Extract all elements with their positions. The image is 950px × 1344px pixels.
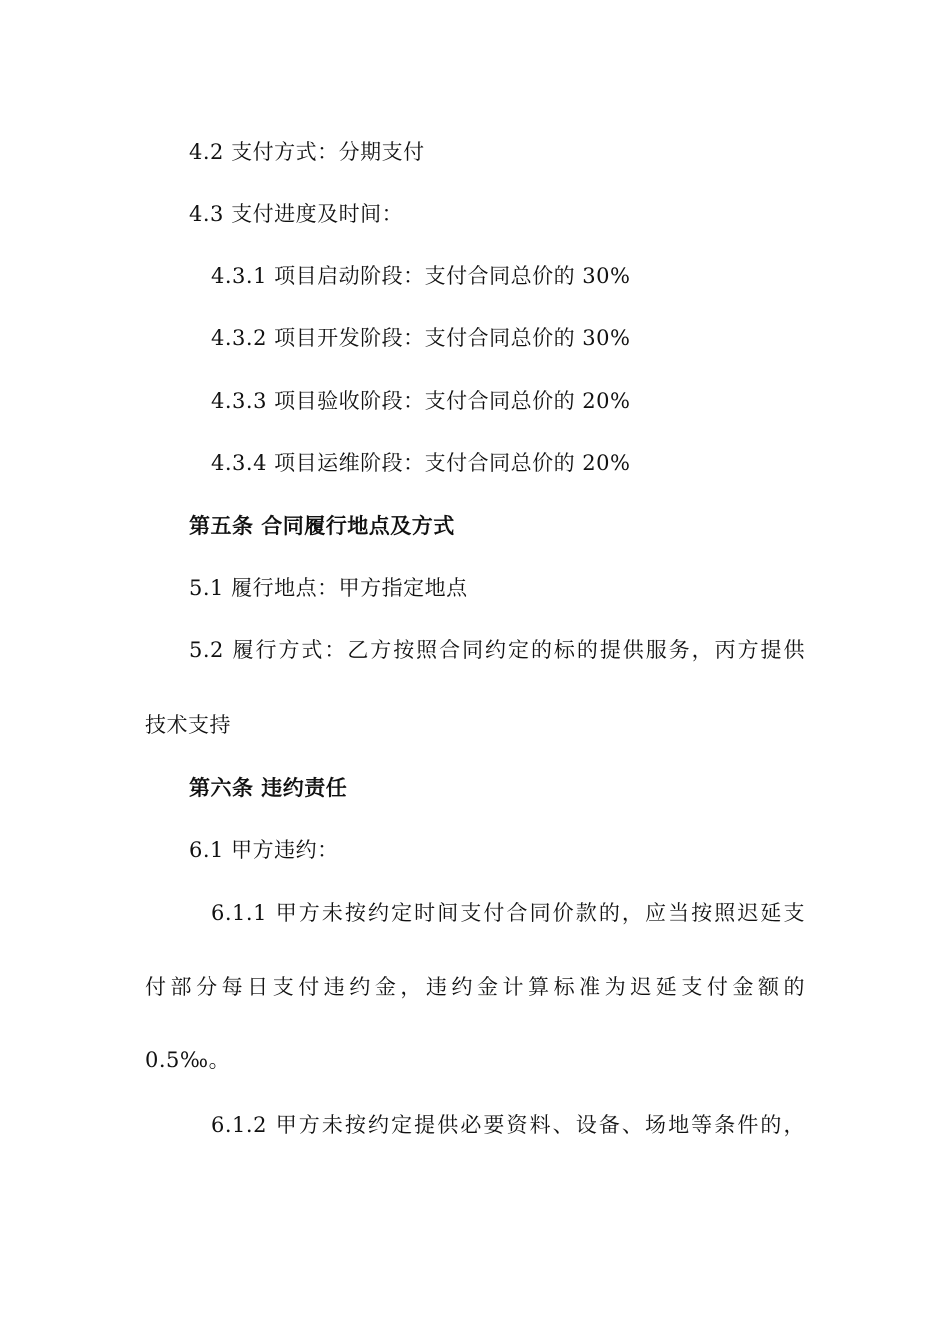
clause-4-3-3: 4.3.3 项目验收阶段：支付合同总价的 20% (211, 389, 631, 413)
clause-4-3-4: 4.3.4 项目运维阶段：支付合同总价的 20% (211, 451, 631, 475)
clause-4-3-1: 4.3.1 项目启动阶段：支付合同总价的 30% (211, 264, 631, 288)
article-6-heading: 第六条 违约责任 (189, 775, 348, 800)
clause-6-1-1-line-1: 6.1.1 甲方未按约定时间支付合同价款的，应当按照迟延支 (211, 901, 805, 925)
clause-6-1: 6.1 甲方违约： (189, 838, 339, 862)
clause-5-2-line-1: 5.2 履行方式：乙方按照合同约定的标的提供服务，丙方提供 (189, 638, 805, 662)
article-5-heading: 第五条 合同履行地点及方式 (189, 513, 455, 538)
clause-4-2: 4.2 支付方式：分期支付 (189, 140, 425, 164)
clause-6-1-2-line-1: 6.1.2 甲方未按约定提供必要资料、设备、场地等条件的， (211, 1113, 805, 1137)
clause-6-1-1-line-2: 付部分每日支付违约金，违约金计算标准为迟延支付金额的 (145, 975, 805, 999)
clause-4-3-2: 4.3.2 项目开发阶段：支付合同总价的 30% (211, 326, 631, 350)
clause-5-1: 5.1 履行地点：甲方指定地点 (189, 576, 468, 600)
clause-5-2-line-2: 技术支持 (145, 713, 231, 737)
clause-4-3: 4.3 支付进度及时间： (189, 202, 404, 226)
clause-6-1-1-line-3: 0.5‰。 (145, 1048, 231, 1072)
